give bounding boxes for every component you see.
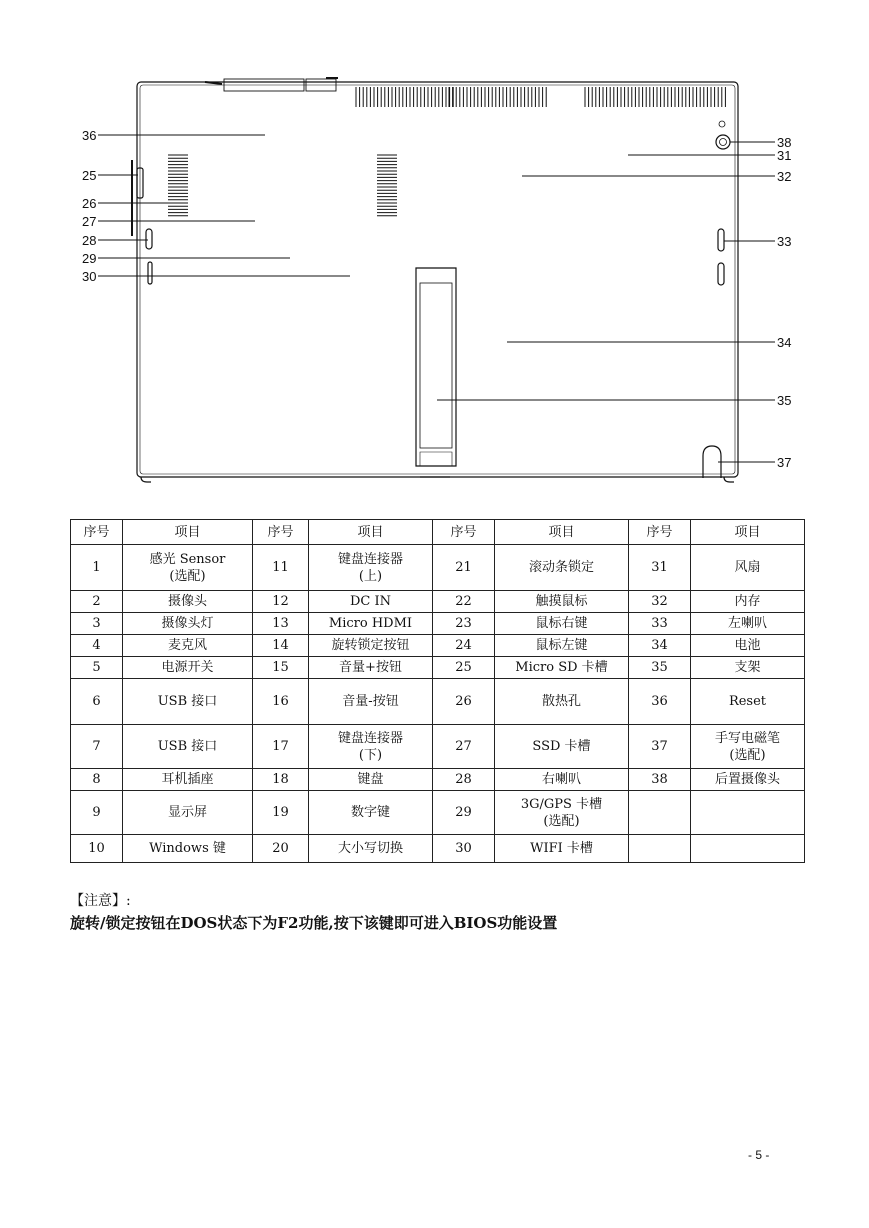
table-row: [71, 679, 805, 725]
item-name-cell: [123, 591, 253, 613]
callout-36: 36: [82, 128, 97, 143]
item-name: 大小写切换: [337, 841, 403, 856]
item-name: 键盘: [357, 772, 384, 787]
table-row: [71, 635, 805, 657]
item-number-cell: 16: [253, 679, 309, 725]
item-name-cell: [691, 635, 805, 657]
item-name-cell: [495, 791, 629, 835]
item-name-cell: [691, 725, 805, 769]
item-name-cell: [495, 545, 629, 591]
item-name-cell: [495, 679, 629, 725]
parts-table: [70, 519, 805, 863]
callout-32: 32: [777, 169, 792, 184]
item-name: USB 接口: [157, 739, 218, 754]
item-number-cell: 14: [253, 635, 309, 657]
item-name-cell: [309, 635, 433, 657]
item-name-cell: [123, 545, 253, 591]
item-name: 内存: [734, 594, 761, 609]
table-row: [71, 613, 805, 635]
item-number-cell: 33: [629, 613, 691, 635]
item-name-cell: [309, 657, 433, 679]
item-name: 滚动条锁定: [528, 560, 594, 575]
note-title: 【注意】:: [70, 893, 131, 909]
item-name-cell: [691, 657, 805, 679]
header-cell: 序号: [71, 520, 123, 545]
item-name: 数字键: [350, 805, 390, 820]
item-number-cell: 34: [629, 635, 691, 657]
item-name-sub: (上): [358, 568, 383, 584]
item-number-cell: 32: [629, 591, 691, 613]
item-name: 散热孔: [541, 694, 581, 709]
item-name: 左喇叭: [727, 616, 767, 631]
item-name: 右喇叭: [541, 772, 581, 787]
item-name-cell: [123, 791, 253, 835]
item-name-cell: [123, 635, 253, 657]
table-row: [71, 591, 805, 613]
item-number-cell: 2: [71, 591, 123, 613]
item-number-cell: 30: [433, 835, 495, 863]
item-number-cell: 29: [433, 791, 495, 835]
callout-29: 29: [82, 251, 97, 266]
header-cell: 项目: [495, 520, 629, 545]
item-name-cell: [123, 725, 253, 769]
callout-28: 28: [82, 233, 97, 248]
item-name: 键盘连接器: [337, 730, 403, 746]
item-number-cell: 27: [433, 725, 495, 769]
item-name-cell: [495, 635, 629, 657]
callout-27: 27: [82, 214, 97, 229]
callout-25: 25: [82, 168, 97, 183]
item-name: WIFI 卡槽: [530, 841, 593, 856]
item-name-cell: [495, 769, 629, 791]
item-number-cell: 38: [629, 769, 691, 791]
header-cell: 序号: [629, 520, 691, 545]
callout-35: 35: [777, 393, 792, 408]
item-name: 手写电磁笔: [714, 730, 780, 746]
kickstand: [416, 268, 456, 466]
item-name: 感光 Sensor: [149, 551, 226, 567]
item-name-cell: [309, 613, 433, 635]
item-number-cell: 28: [433, 769, 495, 791]
item-name: USB 接口: [157, 694, 218, 709]
item-number-cell: [629, 835, 691, 863]
page-number: - 5 -: [748, 1148, 770, 1162]
item-name: 麦克风: [167, 638, 207, 653]
item-name: 耳机插座: [161, 772, 214, 787]
item-name: 音量-按钮: [342, 694, 399, 709]
item-name-cell: [495, 835, 629, 863]
item-number-cell: 18: [253, 769, 309, 791]
item-name-cell: [309, 791, 433, 835]
header-cell: 序号: [253, 520, 309, 545]
item-name-cell: [691, 769, 805, 791]
item-number-cell: [629, 791, 691, 835]
item-name: 支架: [734, 660, 761, 675]
item-number-cell: 1: [71, 545, 123, 591]
item-name: 鼠标右键: [535, 616, 588, 631]
item-name-cell: [123, 679, 253, 725]
item-name: 旋转锁定按钮: [331, 638, 410, 653]
vents: [168, 87, 725, 216]
item-name: DC IN: [349, 594, 391, 609]
header-cell: 项目: [123, 520, 253, 545]
callout-26: 26: [82, 196, 97, 211]
item-number-cell: 12: [253, 591, 309, 613]
item-name-cell: [495, 591, 629, 613]
item-name-cell: [495, 725, 629, 769]
table-row: [71, 545, 805, 591]
item-number-cell: 8: [71, 769, 123, 791]
note-text: 旋转/锁定按钮在DOS状态下为F2功能,按下该键即可进入BIOS功能设置: [70, 914, 558, 932]
item-name-cell: [691, 545, 805, 591]
callout-38: 38: [777, 135, 792, 150]
item-name: Windows 键: [149, 841, 226, 856]
item-number-cell: 6: [71, 679, 123, 725]
header-cell: 项目: [309, 520, 433, 545]
item-number-cell: 22: [433, 591, 495, 613]
right-speaker: [146, 229, 152, 249]
item-name-cell: [123, 657, 253, 679]
item-number-cell: 4: [71, 635, 123, 657]
item-name: 电源开关: [161, 660, 214, 675]
item-name: SSD 卡槽: [532, 739, 591, 754]
item-number-cell: 37: [629, 725, 691, 769]
item-number-cell: 25: [433, 657, 495, 679]
table-row: [71, 791, 805, 835]
callout-34: 34: [777, 335, 792, 350]
item-number-cell: 20: [253, 835, 309, 863]
item-name: 音量+按钮: [339, 660, 402, 675]
left-speaker: [718, 229, 724, 251]
item-name-sub: (选配): [169, 568, 206, 584]
item-name: 触摸鼠标: [535, 594, 588, 609]
item-name-cell: [309, 769, 433, 791]
item-name-cell: [309, 545, 433, 591]
device-body-outline: [137, 82, 738, 477]
item-name-sub: (选配): [543, 813, 580, 829]
item-number-cell: 26: [433, 679, 495, 725]
item-name: Micro SD 卡槽: [515, 660, 608, 675]
item-number-cell: 3: [71, 613, 123, 635]
item-name: 3G/GPS 卡槽: [520, 796, 603, 812]
item-name: 电池: [734, 638, 761, 653]
item-name: 摄像头灯: [161, 616, 214, 631]
item-number-cell: 9: [71, 791, 123, 835]
callout-33: 33: [777, 234, 792, 249]
item-name-cell: [309, 725, 433, 769]
item-name-cell: [309, 679, 433, 725]
item-name-cell: [691, 835, 805, 863]
item-name-cell: [691, 791, 805, 835]
item-number-cell: 15: [253, 657, 309, 679]
item-name-cell: [123, 835, 253, 863]
item-number-cell: 17: [253, 725, 309, 769]
header-cell: 序号: [433, 520, 495, 545]
item-number-cell: 13: [253, 613, 309, 635]
item-name: Reset: [728, 694, 767, 709]
item-name-sub: (选配): [729, 747, 766, 763]
item-number-cell: 21: [433, 545, 495, 591]
item-name-cell: [123, 613, 253, 635]
item-name-cell: [495, 657, 629, 679]
item-name-cell: [691, 591, 805, 613]
item-number-cell: 31: [629, 545, 691, 591]
item-name: 后置摄像头: [714, 772, 780, 787]
item-number-cell: 35: [629, 657, 691, 679]
table-row: [71, 769, 805, 791]
item-name: 显示屏: [167, 805, 207, 820]
item-number-cell: 36: [629, 679, 691, 725]
item-name-cell: [123, 769, 253, 791]
item-name: 鼠标左键: [535, 638, 588, 653]
callout-30: 30: [82, 269, 97, 284]
item-number-cell: 7: [71, 725, 123, 769]
item-name: 摄像头: [167, 594, 207, 609]
callout-37: 37: [777, 455, 792, 470]
item-number-cell: 23: [433, 613, 495, 635]
item-name-cell: [691, 679, 805, 725]
item-number-cell: 10: [71, 835, 123, 863]
item-number-cell: 11: [253, 545, 309, 591]
item-name-cell: [495, 613, 629, 635]
item-number-cell: 24: [433, 635, 495, 657]
item-name-cell: [691, 613, 805, 635]
item-number-cell: 5: [71, 657, 123, 679]
device-back-diagram: [0, 0, 869, 500]
callout-31: 31: [777, 148, 792, 163]
item-number-cell: 19: [253, 791, 309, 835]
item-name-sub: (下): [358, 747, 383, 763]
table-row: [71, 835, 805, 863]
item-name: Micro HDMI: [328, 616, 413, 631]
item-name-cell: [309, 591, 433, 613]
table-row: [71, 657, 805, 679]
rear-camera: [716, 135, 730, 149]
item-name-cell: [309, 835, 433, 863]
table-header-row: [71, 520, 805, 545]
header-cell: 项目: [691, 520, 805, 545]
table-row: [71, 725, 805, 769]
item-name: 风扇: [734, 560, 761, 575]
wifi-slot-mark: [148, 262, 152, 284]
item-name: 键盘连接器: [337, 551, 403, 567]
